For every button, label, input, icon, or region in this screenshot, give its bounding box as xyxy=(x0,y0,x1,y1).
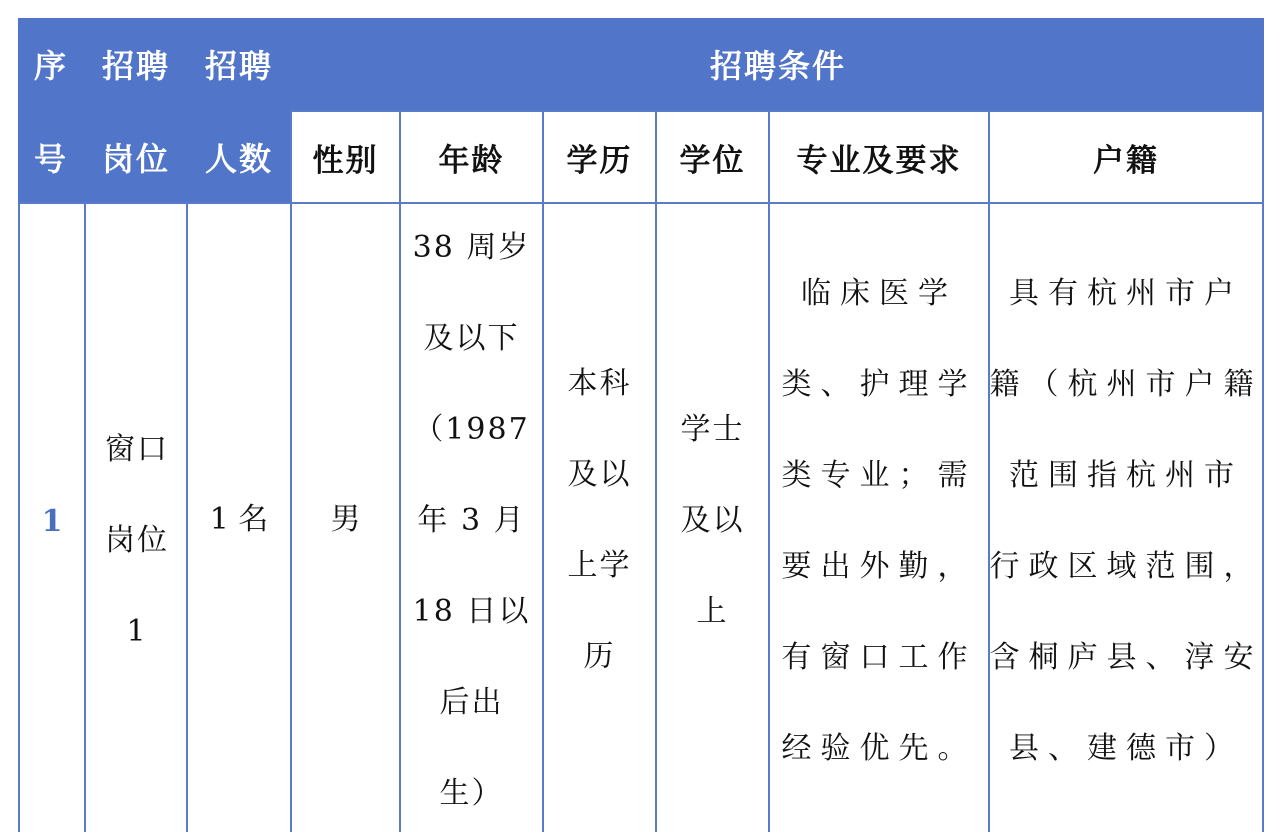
header-position-bottom: 岗位 xyxy=(101,140,170,178)
grid-line xyxy=(290,110,1264,112)
header-count-top: 招聘 xyxy=(204,47,273,85)
row-age-line: 38 周岁 xyxy=(412,230,531,265)
row-position-line: 1 xyxy=(126,614,148,649)
row-education-line: 及以 xyxy=(567,457,632,492)
row-education-line: 本科 xyxy=(567,366,632,401)
header-seq-bottom: 号 xyxy=(33,140,68,178)
row-hukou-line: 县、建德市） xyxy=(1009,731,1243,766)
row-age-line: 年 3 月 xyxy=(417,503,526,538)
subheader-age: 年龄 xyxy=(401,112,542,202)
row-hukou-line: 范围指杭州市 xyxy=(1009,458,1243,493)
row-seq: 1 xyxy=(41,504,63,539)
row-education-line: 上学 xyxy=(567,548,632,583)
row-age-line: 及以下 xyxy=(423,321,520,356)
header-position-top: 招聘 xyxy=(101,47,170,85)
subheader-major: 专业及要求 xyxy=(770,112,988,202)
grid-line xyxy=(1262,110,1264,832)
row-hukou-line: 行政区域范围， xyxy=(989,549,1263,584)
row-degree-line: 学士 xyxy=(680,412,745,447)
subheader-education: 学历 xyxy=(544,112,655,202)
row-major xyxy=(770,248,988,794)
row-position xyxy=(88,404,186,677)
row-age-line: 18 日以 xyxy=(412,594,531,629)
grid-line xyxy=(290,110,292,832)
row-degree-line: 及以 xyxy=(680,503,745,538)
row-education xyxy=(544,338,655,702)
row-major-line: 要出外勤， xyxy=(781,549,977,584)
row-degree xyxy=(657,384,768,657)
grid-line xyxy=(18,202,1264,204)
row-education-line: 历 xyxy=(583,639,616,674)
row-count: 1 名 xyxy=(209,502,269,537)
row-age-line: 生） xyxy=(439,776,504,811)
row-age-line: 后出 xyxy=(439,685,504,720)
row-position-line: 窗口 xyxy=(105,432,169,467)
row-age xyxy=(401,202,542,839)
row-hukou-line: 具有杭州市户 xyxy=(1009,276,1243,311)
row-major-line: 经验优先。 xyxy=(781,731,977,766)
header-seq-top: 序 xyxy=(33,47,68,85)
row-hukou-line: 籍（杭州市户籍 xyxy=(989,367,1263,402)
header-conditions-title: 招聘条件 xyxy=(709,47,846,85)
row-major-line: 类、护理学 xyxy=(781,367,977,402)
row-major-line: 有窗口工作 xyxy=(781,640,977,675)
row-gender: 男 xyxy=(330,502,361,537)
header-count-bottom: 人数 xyxy=(204,140,273,178)
row-major-line: 临床医学 xyxy=(801,276,957,311)
row-degree-line: 上 xyxy=(696,594,729,629)
subheader-gender: 性别 xyxy=(292,112,399,202)
row-hukou-line: 含桐庐县、淳安 xyxy=(989,640,1263,675)
row-position-line: 岗位 xyxy=(105,523,169,558)
subheader-hukou: 户籍 xyxy=(990,112,1262,202)
subheader-degree: 学位 xyxy=(657,112,768,202)
row-hukou xyxy=(990,248,1262,794)
row-major-line: 类专业；需 xyxy=(781,458,977,493)
grid-line xyxy=(84,204,86,832)
row-age-line: （1987 xyxy=(413,412,530,447)
